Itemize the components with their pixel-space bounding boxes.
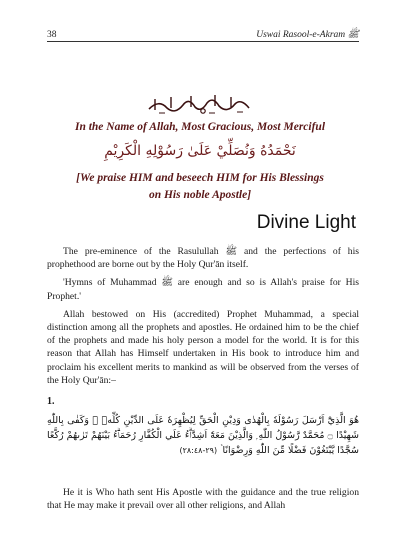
- page-number: 38: [47, 30, 57, 40]
- paragraph: 'Hymns of Muhammad ﷺ are enough and so is Allah's praise for His Prophet.': [47, 277, 359, 302]
- header-rule: [47, 41, 359, 42]
- paragraph: He it is Who hath sent His Apostle with the guidance and the true religion that He may make it prevail over all other religions, and Allah: [47, 487, 359, 512]
- praise-translation-line1: [We praise HIM and beseech HIM for His Blessings: [76, 172, 324, 184]
- running-title: Uswai Rasool-e-Akram ﷺ: [256, 30, 359, 40]
- chapter-title: Divine Light: [256, 212, 356, 233]
- quran-verse: [47, 413, 359, 458]
- basmala-translation: In the Name of Allah, Most Gracious, Most Merciful: [74, 121, 326, 133]
- item-number: 1.: [47, 396, 55, 407]
- praise-translation-line2: on His noble Apostle]: [148, 189, 252, 201]
- praise-arabic: نَحْمَدُهُ وَنُصَلِّيْ عَلَىٰ رَسُوْلِهِ الْكَرِيْمِ: [104, 143, 296, 159]
- page-header: [47, 28, 359, 42]
- paragraph: The pre-eminence of the Rasulullah ﷺ and the perfections of his prophethood are borne out by the Holy Qur'ān itself.: [47, 246, 360, 271]
- verse-reference: (٢٩-٢٨:٤٨): [179, 446, 218, 455]
- body-text: [47, 245, 359, 387]
- verse-arabic: هُوَ الَّذِيْٓ اَرْسَلَ رَسُوْلَهٗ بِالْهُدٰى وَدِيْنِ الْحَقِّ لِيُظْهِرَهٗ عَلَى الدِّيْنِ كُلِّهٖ ۭ وَكَفٰى بِاللّٰهِ شَهِيْدًا ۝ مُحَمَّدٌ رَّسُوْلُ اللّٰهِ ۭ وَالَّذِيْنَ مَعَهٗٓ اَشِدَّاۗءُ عَلَي الْكُفَّارِ رُحَمَاۗءُ بَيْنَهُمْ تَرٰىهُمْ رُكَّعًا سُجَّدًا يَّبْتَغُوْنَ فَضْلًا مِّنَ اللّٰهِ وَرِضْوَانًا ۡ: [47, 415, 359, 456]
- basmala-calligraphy-image: [145, 93, 255, 115]
- paragraph: Allah bestowed on His (accredited) Prophet Muhammad, a special distinction among all the prophets and apostles. He ordained him to be the chief of the prophets and made his holy person a model for the world. It is for this reason that Allah has Himself undertaken in His book to introduce him and proclaim his excellent merits to mankind as will be observed from the verses of the Holy Qur'ān:–: [47, 308, 359, 386]
- praise-translation: [0, 170, 400, 204]
- body-text-continued: [47, 486, 359, 512]
- basmala-calligraphy: [0, 93, 400, 119]
